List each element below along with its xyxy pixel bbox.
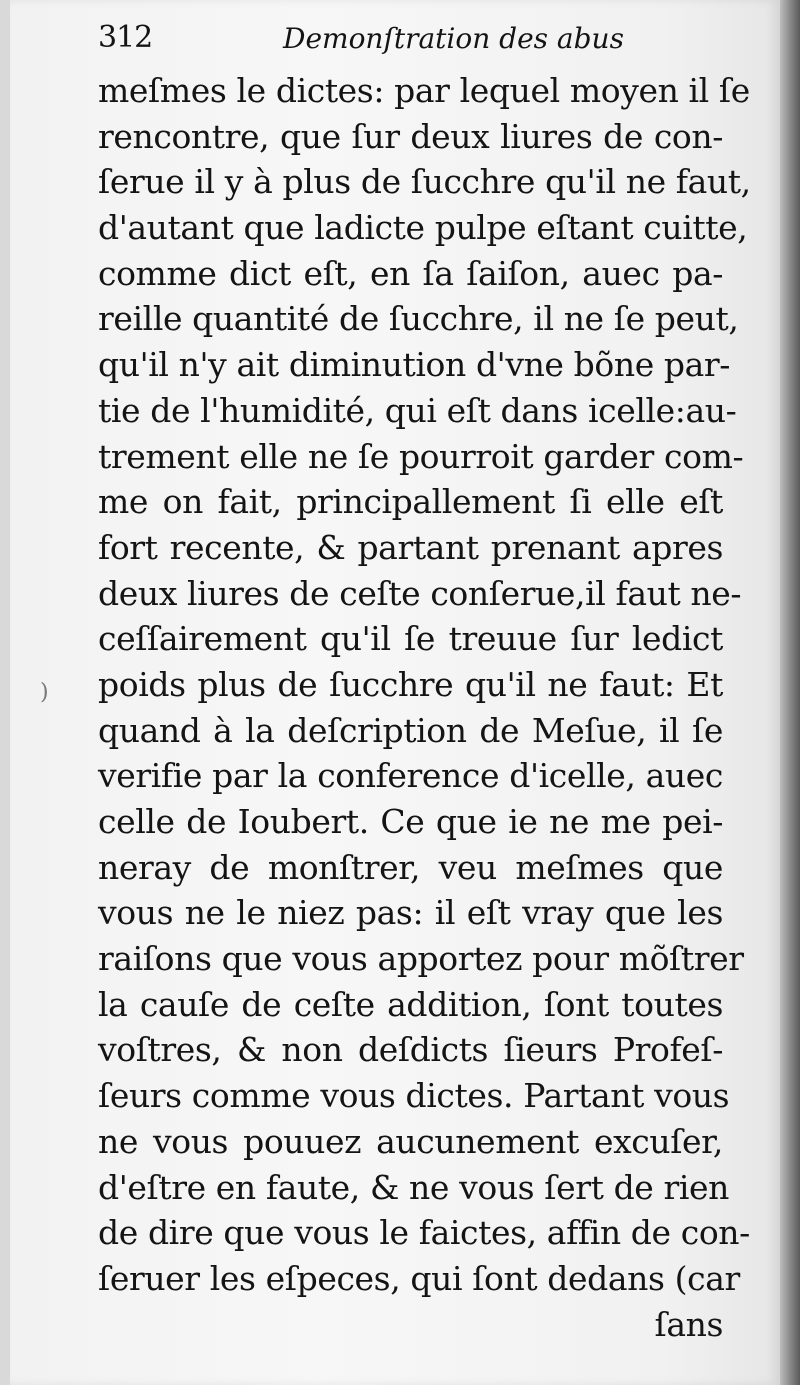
text-line: de dire que vous le faictes, affin de con-	[98, 1213, 750, 1253]
text-line: raiſons que vous apportez pour mõſtrer	[98, 939, 744, 979]
text-line: poids plus de ſucchre qu'il ne faut: Et	[98, 664, 723, 704]
margin-mark: )	[40, 680, 49, 705]
running-header	[98, 14, 718, 64]
body-text	[98, 68, 751, 1347]
text-line: celle de Ioubert. Ce que ie ne me pei-	[98, 802, 723, 841]
text-line: qu'il n'y ait diminution d'vne bõne par-	[98, 345, 731, 385]
text-line: ceſſairement qu'il ſe treuue ſur ledict	[98, 619, 723, 659]
text-line: quand à la deſcription de Meſue, il ſe	[98, 710, 723, 750]
text-line: ſeruer les eſpeces, qui ſont dedans (car	[98, 1258, 740, 1298]
text-line: voſtres, & non deſdicts ſieurs Profeſ-	[98, 1030, 723, 1070]
text-line: d'autant que ladicte pulpe eſtant cuitte,	[98, 208, 748, 248]
text-line: meſmes le dictes: par lequel moyen il ſe	[98, 71, 750, 110]
running-title: Demonſtration des abus	[283, 22, 624, 55]
text-line: ne vous pouuez aucunement excuſer,	[98, 1121, 723, 1161]
text-line: vous ne le niez pas: il eſt vray que les	[98, 893, 723, 933]
book-page	[10, 0, 780, 1385]
text-line: deux liures de ceſte conſerue,il faut ne-	[98, 573, 742, 613]
text-line: la cauſe de ceſte addition, ſont toutes	[98, 984, 723, 1024]
text-line: verifie par la conference d'icelle, auec	[98, 756, 723, 796]
text-line: tie de l'humidité, qui eſt dans icelle:au-	[98, 390, 737, 430]
text-line: trement elle ne ſe pourroit garder com-	[98, 436, 744, 476]
text-line: rencontre, que ſur deux liures de con-	[98, 116, 723, 156]
text-line: ſerue il y à plus de ſucchre qu'il ne faut,	[98, 162, 751, 202]
text-line: neray de monſtrer, veu meſmes que	[98, 847, 723, 887]
text-line: me on fait, principallement ſi elle eſt	[98, 482, 723, 522]
text-line: reille quantité de ſucchre, il ne ſe peut,	[98, 299, 739, 339]
catchword: ſans	[654, 1304, 723, 1344]
text-line: ſeurs comme vous dictes. Partant vous	[98, 1076, 730, 1116]
page-edge-shadow	[780, 0, 800, 1385]
text-line: comme dict eſt, en ſa ſaiſon, auec pa-	[98, 253, 723, 293]
page-number: 312	[98, 20, 153, 55]
text-line: d'eſtre en faute, & ne vous ſert de rien	[98, 1167, 730, 1207]
text-line: fort recente, & partant prenant apres	[98, 527, 723, 567]
